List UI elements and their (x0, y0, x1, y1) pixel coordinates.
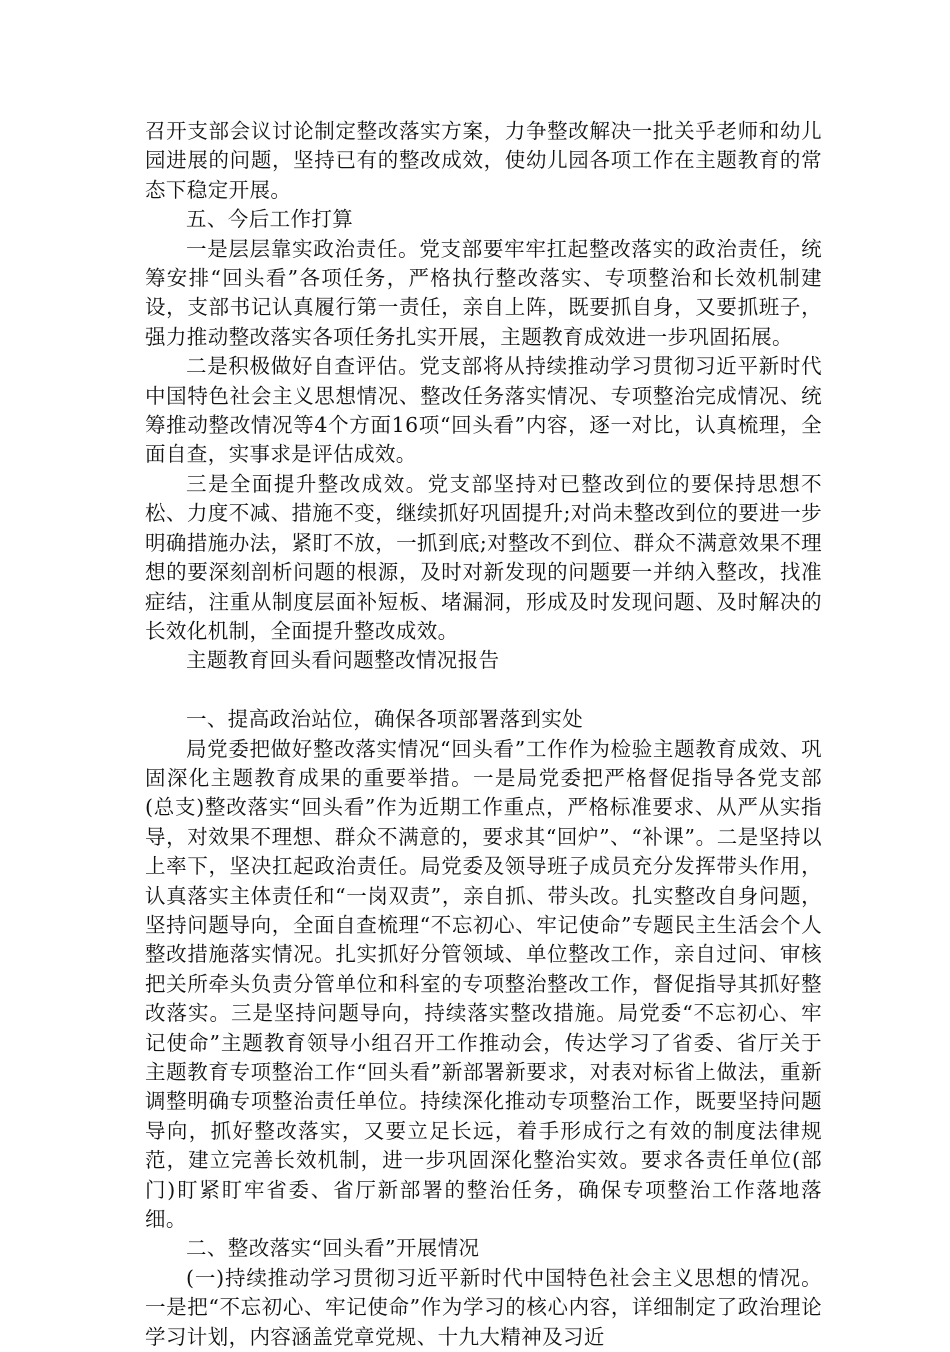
section-heading-future-plans: 五、今后工作打算 (186, 207, 354, 232)
paragraph-political-responsibility: 一是层层靠实政治责任。党支部要牢牢扛起整改落实的政治责任，统筹安排“回头看”各项任务，严格执行整改落实、专项整治和长效机制建设，支部书记认真履行第一责任，亲自上阵，既要抓自身，又要抓班子，强力推动整改落实各项任务扎实开展，主题教育成效进一步巩固拓展。 (145, 236, 822, 349)
section-heading-political-stance: 一、提高政治站位，确保各项部署落到实处 (186, 707, 584, 732)
paragraph-study-thought: (一)持续推动学习贯彻习近平新时代中国特色社会主义思想的情况。一是把“不忘初心、牢记使命”作为学习的核心内容，详细制定了政治理论学习计划，内容涵盖党章党规、十九大精神及习近 (145, 1265, 822, 1349)
paragraph-improve-results: 三是全面提升整改成效。党支部坚持对已整改到位的要保持思想不松、力度不减、措施不变，继续抓好巩固提升;对尚未整改到位的要进一步明确措施办法，紧盯不放，一抓到底;对整改不到位、群众不满意效果不理想的要深刻剖析问题的根源，及时对新发现的问题要一并纳入整改，找准症结，注重从制度层面补短板、堵漏洞，形成及时发现问题、及时解决的长效化机制，全面提升整改成效。 (145, 471, 822, 643)
report-title: 主题教育回头看问题整改情况报告 (186, 648, 500, 673)
paragraph-party-committee: 局党委把做好整改落实情况“回头看”工作作为检验主题教育成效、巩固深化主题教育成果的重要举措。一是局党委把严格督促指导各党支部(总支)整改落实“回头看”作为近期工作重点，严格标准要求、从严从实指导，对效果不理想、群众不满意的，要求其“回炉”、“补课”。二是坚持以上率下，坚决扛起政治责任。局党委及领导班子成员充分发挥带头作用，认真落实主体责任和“一岗双责”，亲自抓、带头改。扎实整改自身问题，坚持问题导向，全面自查梳理“不忘初心、牢记使命”专题民主生活会个人整改措施落实情况。扎实抓好分管领域、单位整改工作，亲自过问、审核把关所牵头负责分管单位和科室的专项整治整改工作，督促指导其抓好整改落实。三是坚持问题导向，持续落实整改措施。局党委“不忘初心、牢记使命”主题教育领导小组召开工作推动会，传达学习了省委、省厅关于主题教育专项整治工作“回头看”新部署新要求，对表对标省上做法，重新调整明确专项整治责任单位。持续深化推动专项整治工作，既要坚持问题导向，抓好整改落实，又要立足长远，着手形成行之有效的制度法律规范，建立完善长效机制，进一步巩固深化整治实效。要求各责任单位(部门)盯紧盯牢省委、省厅新部署的整治任务，确保专项整治工作落地落细。 (145, 736, 822, 1232)
blank-line (145, 676, 822, 705)
paragraph-self-assessment: 二是积极做好自查评估。党支部将从持续推动学习贯彻习近平新时代中国特色社会主义思想情况、整改任务落实情况、专项整治完成情况、统筹推动整改情况等4个方面16项“回头看”内容，逐一对比，认真梳理，全面自查，实事求是评估成效。 (145, 354, 822, 467)
section-heading-review-progress: 二、整改落实“回头看”开展情况 (186, 1236, 480, 1261)
paragraph-1: 召开支部会议讨论制定整改落实方案，力争整改解决一批关乎老师和幼儿园进展的问题，坚持已有的整改成效，使幼儿园各项工作在主题教育的常态下稳定开展。 (145, 119, 822, 202)
